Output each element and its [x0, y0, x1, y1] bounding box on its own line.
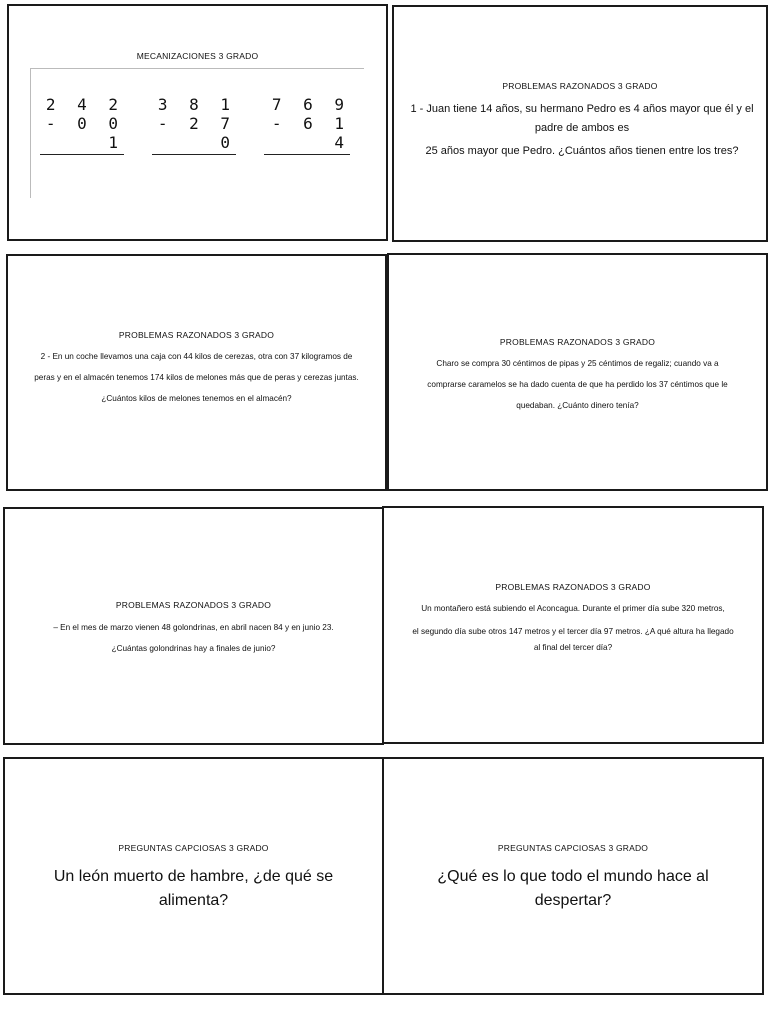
subtraction-1: [40, 95, 124, 155]
question-text: ¿Qué es lo que todo el mundo hace al despertar?: [437, 868, 709, 909]
card-problema-1: [392, 5, 768, 242]
subtrahend: - 6 1 4: [271, 114, 350, 152]
subtraction-3: [264, 95, 350, 155]
card-title: PROBLEMAS RAZONADOS 3 GRADO: [115, 600, 272, 610]
card-problema-4: [3, 507, 384, 745]
problem-line: ¿Cuántas golondrinas hay a finales de junio?: [111, 644, 276, 653]
card-title: PROBLEMAS RAZONADOS 3 GRADO: [118, 330, 275, 340]
problem-line: al final del tercer día?: [533, 643, 613, 652]
result-line: [152, 154, 236, 155]
subtraction-2: [152, 95, 236, 155]
card-title: PROBLEMAS RAZONADOS 3 GRADO: [499, 337, 656, 347]
card-pregunta-1: [3, 757, 384, 995]
card-title: PREGUNTAS CAPCIOSAS 3 GRADO: [118, 843, 269, 853]
card-title: PROBLEMAS RAZONADOS 3 GRADO: [495, 582, 651, 592]
worksheet-frame-line: [30, 68, 364, 69]
problem-line: ¿Cuántos kilos de melones tenemos en el almacén?: [101, 394, 292, 403]
problem-line: el segundo día sube otros 147 metros y el tercer día 97 metros. ¿A qué altura ha llegado: [412, 627, 734, 636]
card-pregunta-2: [382, 757, 764, 995]
card-title: PREGUNTAS CAPCIOSAS 3 GRADO: [497, 843, 649, 853]
minuend: 2 4 2: [45, 95, 124, 114]
subtrahend: - 2 7 0: [157, 114, 236, 152]
minuend: 7 6 9: [271, 95, 350, 114]
problem-line: Un montañero está subiendo el Aconcagua. Durante el primer día sube 320 metros,: [421, 604, 725, 613]
problem-line: 1 - Juan tiene 14 años, su hermano Pedro es 4 años mayor que él y el padre de ambos es: [410, 103, 754, 134]
problem-line: – En el mes de marzo vienen 48 golondrinas, en abril nacen 84 y en junio 23.: [53, 623, 334, 632]
minuend: 3 8 1: [157, 95, 236, 114]
problem-line: Charo se compra 30 céntimos de pipas y 25 céntimos de regaliz; cuando va a: [436, 359, 719, 368]
problem-line: quedaban. ¿Cuánto dinero tenía?: [516, 401, 639, 410]
card-title: MECANIZACIONES 3 GRADO: [136, 51, 259, 61]
card-problema-5: [382, 506, 764, 744]
problem-line: comprarse caramelos se ha dado cuenta de que ha perdido los 37 céntimos que le: [427, 380, 728, 389]
problem-text: [388, 598, 758, 655]
problem-text: [393, 353, 762, 416]
card-problema-2: [6, 254, 387, 491]
problem-text: [12, 346, 381, 409]
problem-line: 2 - En un coche llevamos una caja con 44 kilos de cerezas, otra con 37 kilogramos de: [40, 352, 353, 361]
question-text: Un león muerto de hambre, ¿de qué se alimenta?: [53, 868, 334, 909]
problem-text: [9, 617, 378, 659]
problem-line: 25 años mayor que Pedro. ¿Cuántos años tienen entre los tres?: [425, 145, 739, 157]
problem-text: [402, 100, 762, 161]
subtrahend: - 0 0 1: [45, 114, 124, 152]
problem-line: peras y en el almacén tenemos 174 kilos de melones más que de peras y cerezas juntas.: [34, 373, 359, 382]
result-line: [264, 154, 350, 155]
card-problema-3: [387, 253, 768, 491]
worksheet-frame-line: [30, 68, 31, 198]
result-line: [40, 154, 124, 155]
card-title: PROBLEMAS RAZONADOS 3 GRADO: [502, 81, 658, 91]
